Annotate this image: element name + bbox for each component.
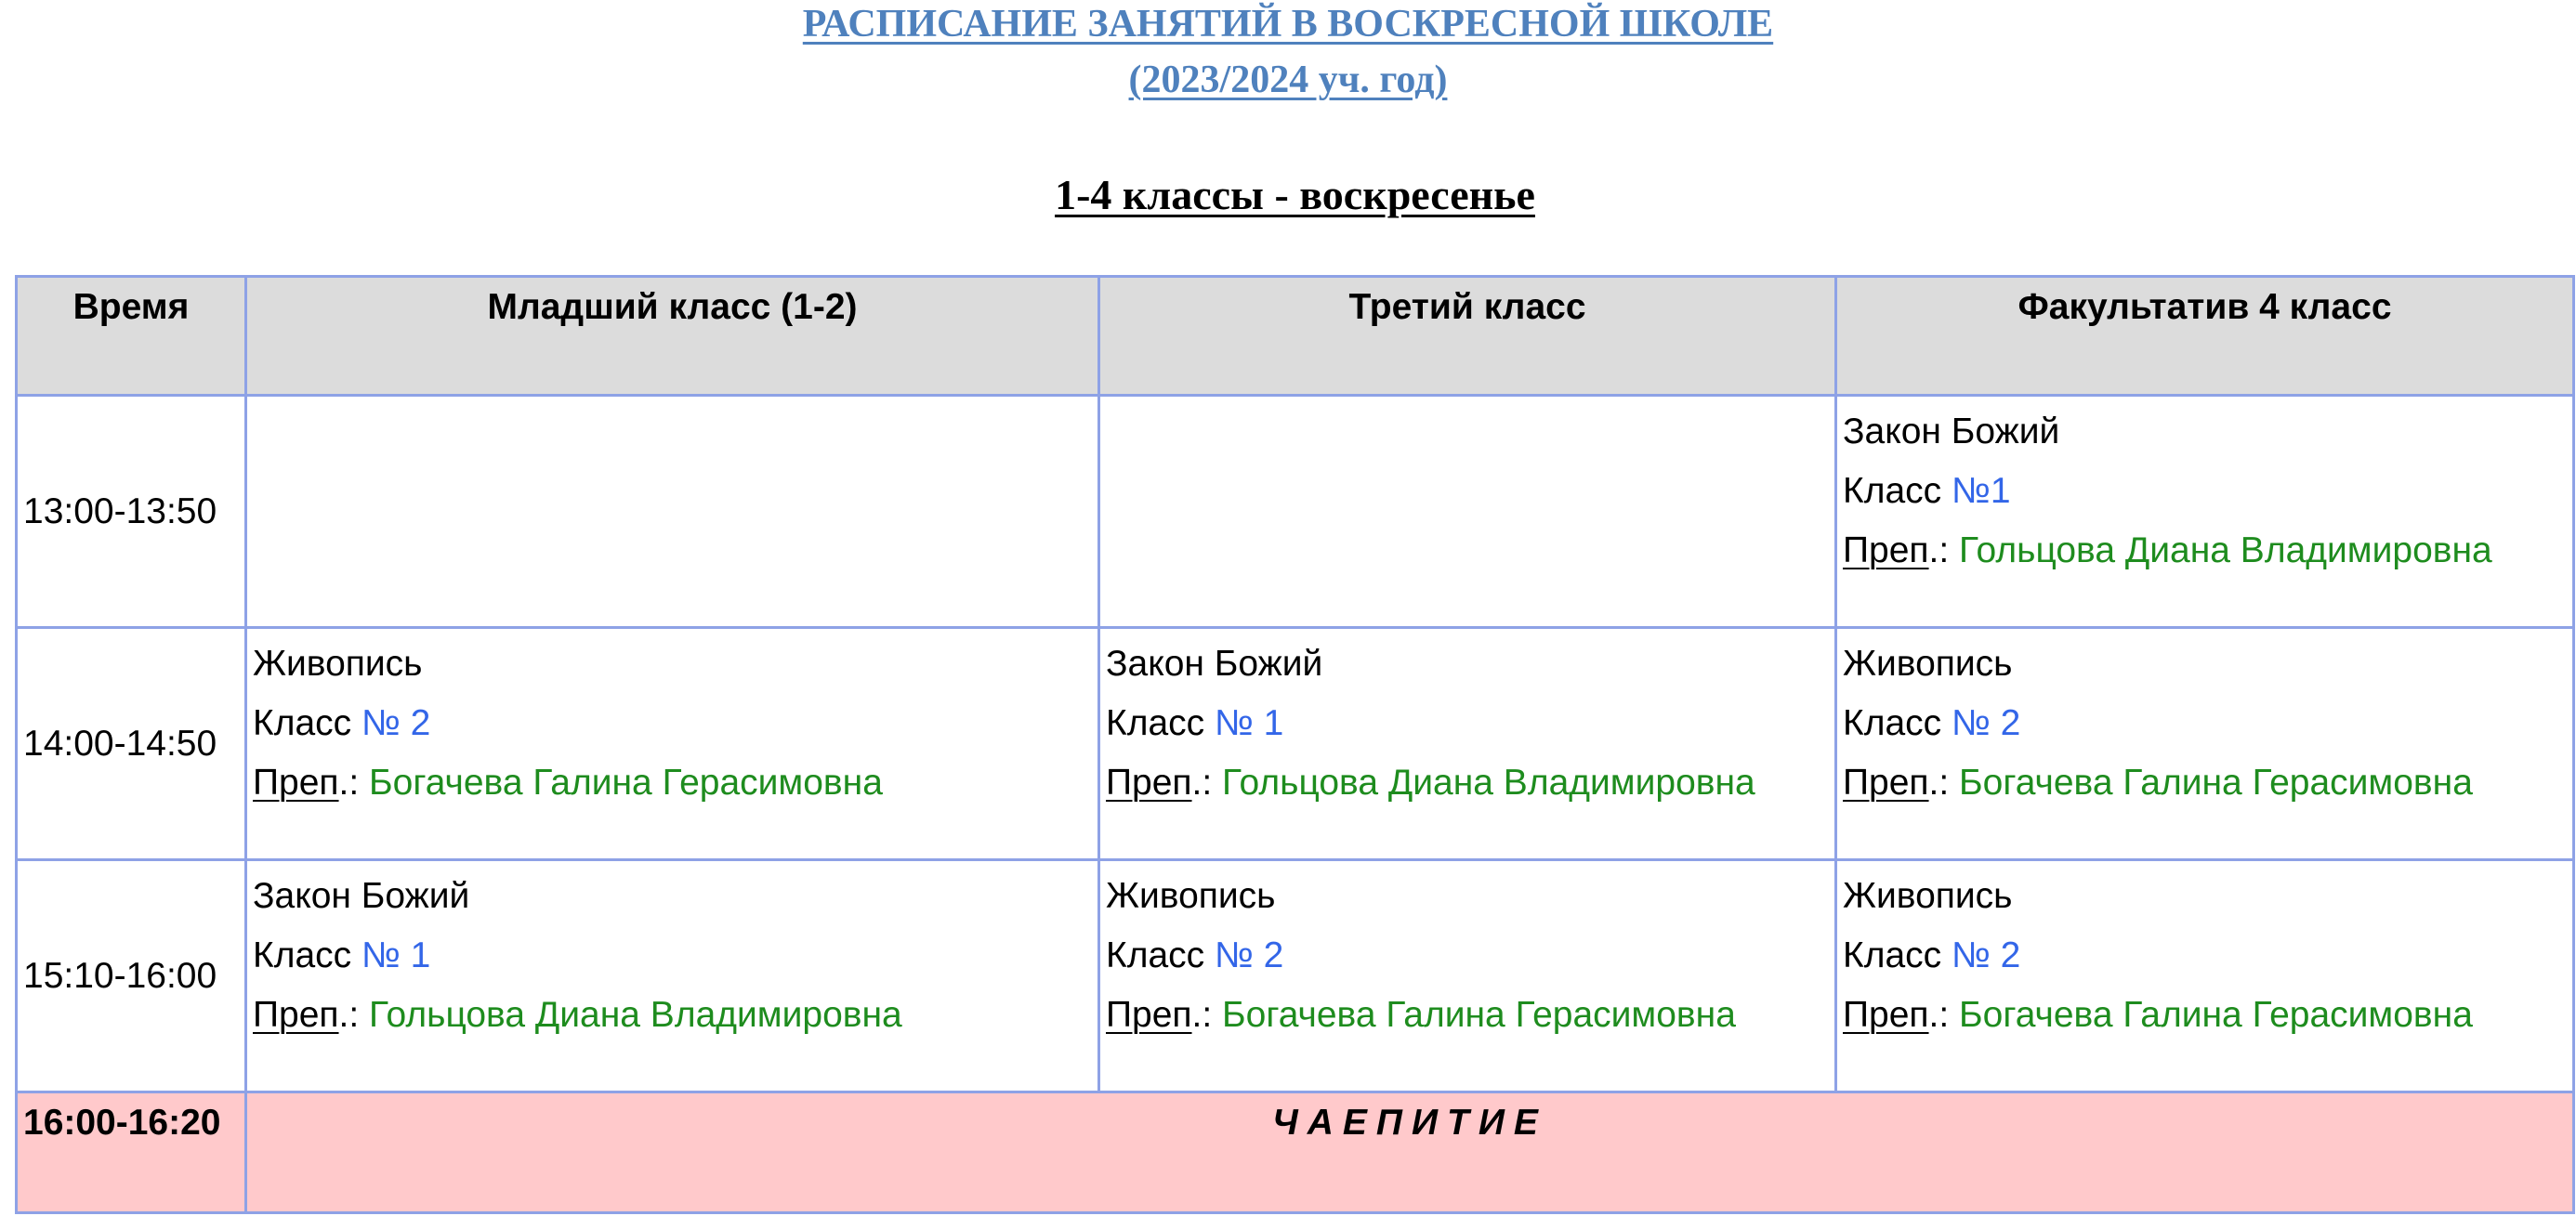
lesson-subject: Закон Божий <box>1106 644 1323 684</box>
lesson-teacher <box>253 989 1097 1049</box>
teacher-name: Гольцова Диана Владимировна <box>369 995 902 1035</box>
class-number: № 2 <box>1952 935 2021 975</box>
teacher-label: Преп <box>253 763 339 803</box>
lesson-teacher <box>1106 757 1834 817</box>
teacher-name: Богачева Галина Герасимовна <box>369 763 883 803</box>
lesson-cell-empty <box>246 396 1099 628</box>
lesson-class <box>1843 465 2572 525</box>
header-time: Время <box>17 277 246 396</box>
teacher-name: Гольцова Диана Владимировна <box>1222 763 1755 803</box>
teacher-separator: .: <box>338 763 370 803</box>
lesson-cell <box>246 628 1099 860</box>
class-number: № 2 <box>361 703 431 743</box>
teacher-separator: .: <box>1928 995 1960 1035</box>
teacher-name: Богачева Галина Герасимовна <box>1959 763 2473 803</box>
lesson-cell <box>1099 860 1836 1092</box>
lesson-subject: Закон Божий <box>253 876 470 916</box>
teacher-separator: .: <box>1191 763 1223 803</box>
page-title-year: (2023/2024 уч. год) <box>1128 59 1448 101</box>
tea-time-cell: 16:00-16:20 <box>17 1092 246 1213</box>
lesson-class <box>253 930 1097 989</box>
lesson-class <box>1843 930 2572 989</box>
teacher-name: Богачева Галина Герасимовна <box>1959 995 2473 1035</box>
table-row <box>17 628 2574 860</box>
class-label: Класс <box>1843 471 1952 511</box>
teacher-name: Гольцова Диана Владимировна <box>1959 530 2492 570</box>
lesson-teacher <box>253 757 1097 817</box>
lesson-cell <box>1836 628 2574 860</box>
lesson-cell <box>1836 860 2574 1092</box>
teacher-separator: .: <box>1928 530 1960 570</box>
class-number: № 1 <box>361 935 431 975</box>
class-number: №1 <box>1952 471 2011 511</box>
teacher-label: Преп <box>253 995 339 1035</box>
lesson-teacher <box>1843 989 2572 1049</box>
teacher-label: Преп <box>1843 995 1929 1035</box>
lesson-cell <box>246 860 1099 1092</box>
teacher-label: Преп <box>1106 995 1192 1035</box>
header-third-class: Третий класс <box>1099 277 1836 396</box>
lesson-subject: Живопись <box>1106 876 1276 916</box>
table-row <box>17 860 2574 1092</box>
lesson-cell-empty <box>1099 396 1836 628</box>
lesson-teacher <box>1106 989 1834 1049</box>
lesson-class <box>253 698 1097 757</box>
teacher-label: Преп <box>1843 530 1929 570</box>
class-label: Класс <box>1106 935 1215 975</box>
tea-row <box>17 1092 2574 1213</box>
lesson-class <box>1106 698 1834 757</box>
lesson-subject: Живопись <box>253 644 423 684</box>
class-label: Класс <box>1843 935 1952 975</box>
lesson-teacher <box>1843 525 2572 584</box>
schedule-table <box>15 275 2575 1214</box>
class-number: № 2 <box>1215 935 1284 975</box>
time-cell: 14:00-14:50 <box>17 628 246 860</box>
lesson-teacher <box>1843 757 2572 817</box>
teacher-separator: .: <box>1928 763 1960 803</box>
class-label: Класс <box>253 935 361 975</box>
table-row <box>17 396 2574 628</box>
teacher-separator: .: <box>1191 995 1223 1035</box>
lesson-subject: Живопись <box>1843 644 2013 684</box>
lesson-subject: Живопись <box>1843 876 2013 916</box>
time-cell: 13:00-13:50 <box>17 396 246 628</box>
lesson-class <box>1843 698 2572 757</box>
time-cell: 15:10-16:00 <box>17 860 246 1092</box>
schedule-subtitle: 1-4 классы - воскресенье <box>1055 171 1535 218</box>
class-number: № 2 <box>1952 703 2021 743</box>
class-label: Класс <box>253 703 361 743</box>
class-label: Класс <box>1106 703 1215 743</box>
header-row <box>17 277 2574 396</box>
teacher-label: Преп <box>1843 763 1929 803</box>
lesson-cell <box>1836 396 2574 628</box>
class-label: Класс <box>1843 703 1952 743</box>
teacher-separator: .: <box>338 995 370 1035</box>
lesson-cell <box>1099 628 1836 860</box>
header-junior-class: Младший класс (1-2) <box>246 277 1099 396</box>
page-title: РАСПИСАНИЕ ЗАНЯТИЙ В ВОСКРЕСНОЙ ШКОЛЕ <box>802 3 1774 46</box>
tea-label: ЧАЕПИТИЕ <box>246 1092 2574 1213</box>
teacher-label: Преп <box>1106 763 1192 803</box>
class-number: № 1 <box>1215 703 1284 743</box>
header-elective-4: Факультатив 4 класс <box>1836 277 2574 396</box>
lesson-subject: Закон Божий <box>1843 412 2060 451</box>
lesson-class <box>1106 930 1834 989</box>
teacher-name: Богачева Галина Герасимовна <box>1222 995 1736 1035</box>
